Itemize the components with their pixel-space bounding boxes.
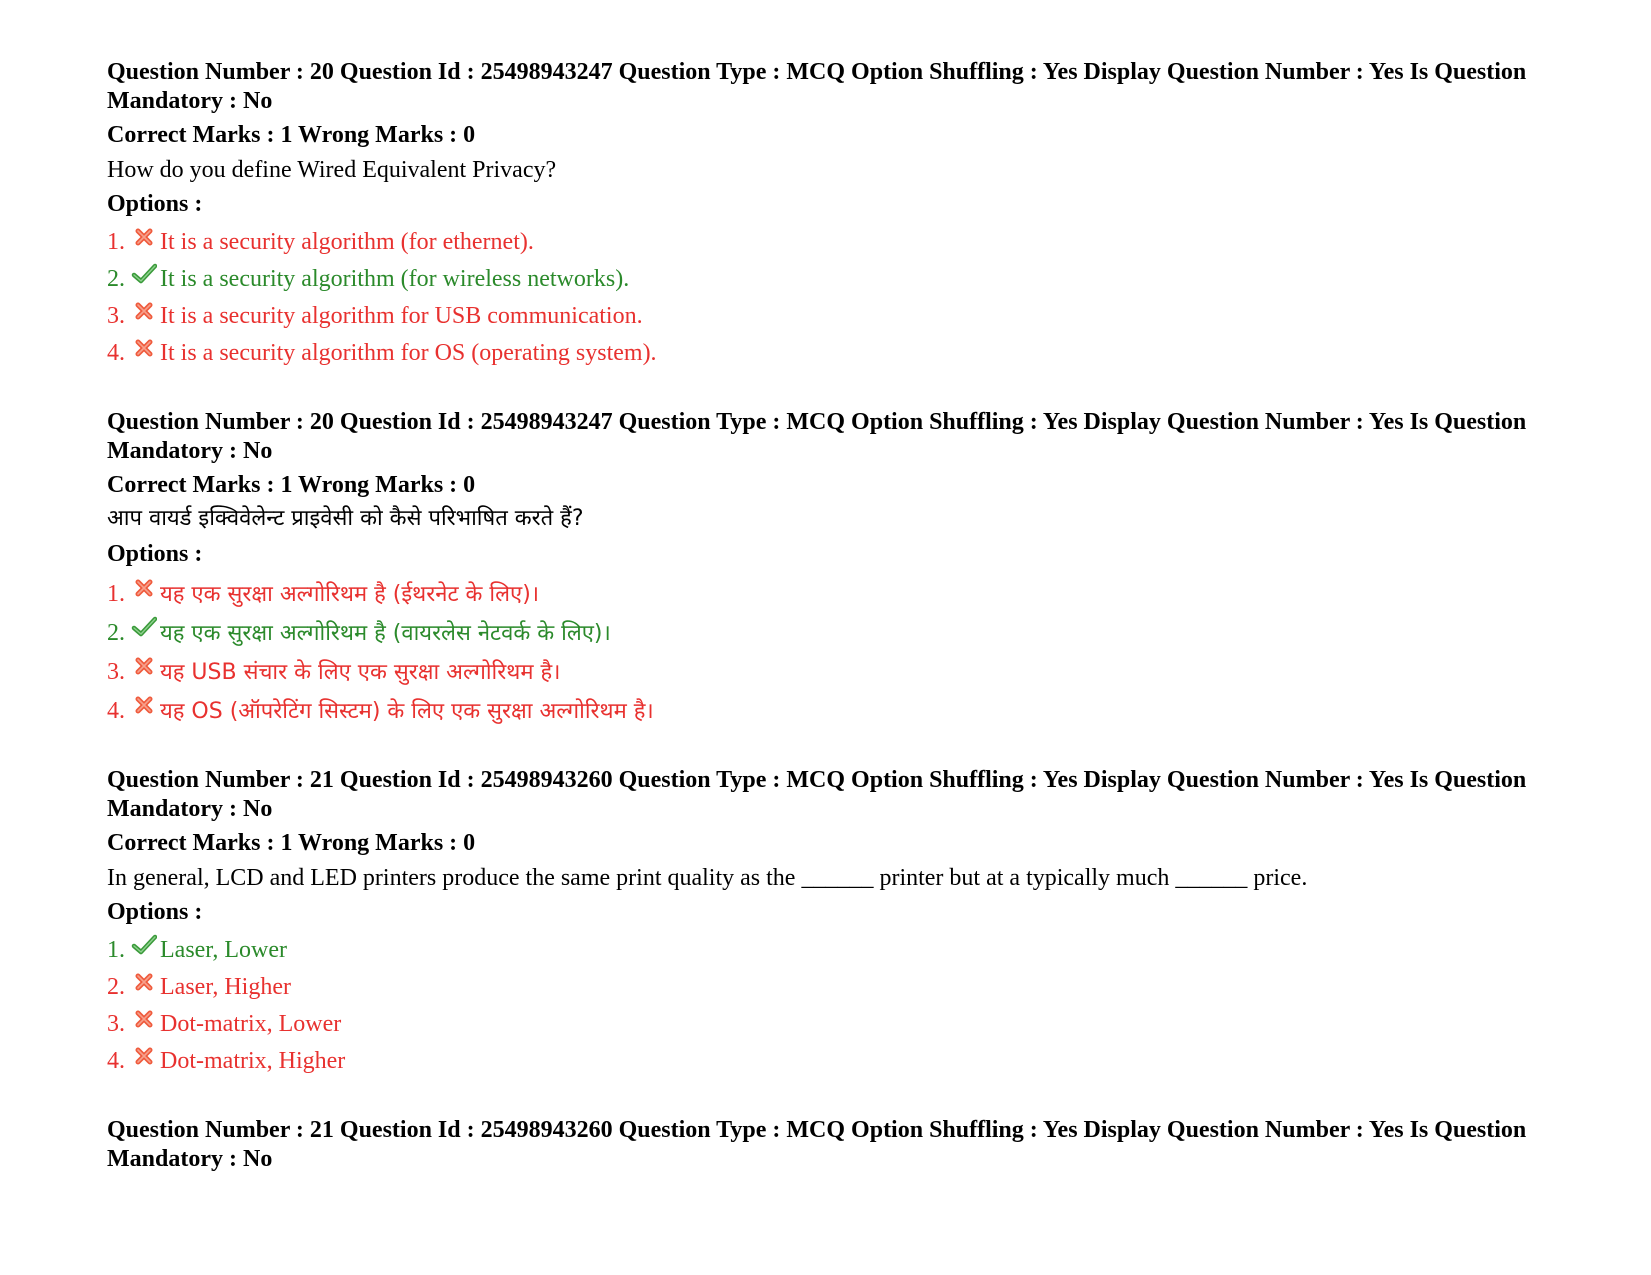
question-paper bbox=[107, 58, 1547, 1214]
option-text: Dot-matrix, Higher bbox=[160, 1048, 346, 1074]
option-text: Dot-matrix, Lower bbox=[160, 1011, 342, 1037]
cross-icon bbox=[131, 1008, 157, 1032]
option-text: Laser, Lower bbox=[160, 937, 287, 963]
option-item bbox=[107, 265, 1547, 294]
option-item bbox=[107, 578, 1547, 610]
option-item bbox=[107, 1010, 1547, 1039]
question-block bbox=[107, 408, 1547, 727]
question-text: In general, LCD and LED printers produce the same print quality as the ______ printer but at a typically much ______ price. bbox=[107, 865, 1308, 891]
option-text: यह एक सुरक्षा अल्गोरिथम है (वायरलेस नेटवर्क के लिए)। bbox=[160, 620, 611, 646]
check-icon bbox=[131, 934, 157, 958]
option-item bbox=[107, 656, 1547, 688]
options-label: Options : bbox=[107, 899, 203, 925]
cross-icon bbox=[131, 1045, 157, 1069]
option-number: 4. bbox=[107, 340, 125, 366]
option-number: 3. bbox=[107, 658, 125, 685]
option-item bbox=[107, 617, 1547, 649]
question-meta: Question Number : 21 Question Id : 25498943260 Question Type : MCQ Option Shuffling : Yes Display Question Number : Yes Is Question Mandatory : No bbox=[107, 1117, 1527, 1172]
question-text: How do you define Wired Equivalent Privacy? bbox=[107, 157, 557, 183]
cross-icon bbox=[131, 694, 157, 718]
option-number: 4. bbox=[107, 1048, 125, 1074]
option-text: It is a security algorithm (for wireless networks). bbox=[160, 266, 630, 292]
check-icon bbox=[131, 263, 157, 287]
option-item bbox=[107, 1047, 1547, 1076]
question-text: आप वायर्ड इक्विवेलेन्ट प्राइवेसी को कैसे परिभाषित करते हैं? bbox=[107, 506, 584, 531]
option-number: 2. bbox=[107, 266, 125, 292]
option-item bbox=[107, 302, 1547, 331]
cross-icon bbox=[131, 655, 157, 679]
cross-icon bbox=[131, 577, 157, 601]
marks-info: Correct Marks : 1 Wrong Marks : 0 bbox=[107, 122, 476, 148]
question-block bbox=[107, 1116, 1547, 1174]
option-text: यह USB संचार के लिए एक सुरक्षा अल्गोरिथम है। bbox=[160, 659, 561, 685]
option-item bbox=[107, 936, 1547, 965]
option-number: 1. bbox=[107, 937, 125, 963]
option-item bbox=[107, 228, 1547, 257]
question-block bbox=[107, 58, 1547, 368]
option-number: 2. bbox=[107, 619, 125, 646]
option-text: यह OS (ऑपरेटिंग सिस्टम) के लिए एक सुरक्षा अल्गोरिथम है। bbox=[160, 698, 654, 724]
question-meta: Question Number : 21 Question Id : 25498943260 Question Type : MCQ Option Shuffling : Yes Display Question Number : Yes Is Question Mandatory : No bbox=[107, 767, 1527, 822]
cross-icon bbox=[131, 971, 157, 995]
option-number: 3. bbox=[107, 303, 125, 329]
option-number: 4. bbox=[107, 697, 125, 724]
option-number: 1. bbox=[107, 580, 125, 607]
option-number: 3. bbox=[107, 1011, 125, 1037]
question-block bbox=[107, 766, 1547, 1076]
cross-icon bbox=[131, 337, 157, 361]
options-label: Options : bbox=[107, 191, 203, 217]
option-item bbox=[107, 695, 1547, 727]
marks-info: Correct Marks : 1 Wrong Marks : 0 bbox=[107, 830, 476, 856]
option-item bbox=[107, 973, 1547, 1002]
option-text: Laser, Higher bbox=[160, 974, 291, 1000]
options-label: Options : bbox=[107, 541, 203, 567]
check-icon bbox=[131, 616, 157, 640]
option-number: 2. bbox=[107, 974, 125, 1000]
option-item bbox=[107, 339, 1547, 368]
option-text: It is a security algorithm (for ethernet). bbox=[160, 229, 534, 255]
cross-icon bbox=[131, 300, 157, 324]
option-text: It is a security algorithm for OS (operating system). bbox=[160, 340, 657, 366]
cross-icon bbox=[131, 226, 157, 250]
option-number: 1. bbox=[107, 229, 125, 255]
question-meta: Question Number : 20 Question Id : 25498943247 Question Type : MCQ Option Shuffling : Yes Display Question Number : Yes Is Question Mandatory : No bbox=[107, 409, 1527, 464]
marks-info: Correct Marks : 1 Wrong Marks : 0 bbox=[107, 472, 476, 498]
option-text: It is a security algorithm for USB communication. bbox=[160, 303, 643, 329]
question-meta: Question Number : 20 Question Id : 25498943247 Question Type : MCQ Option Shuffling : Yes Display Question Number : Yes Is Question Mandatory : No bbox=[107, 59, 1527, 114]
option-text: यह एक सुरक्षा अल्गोरिथम है (ईथरनेट के लिए)। bbox=[160, 581, 540, 607]
